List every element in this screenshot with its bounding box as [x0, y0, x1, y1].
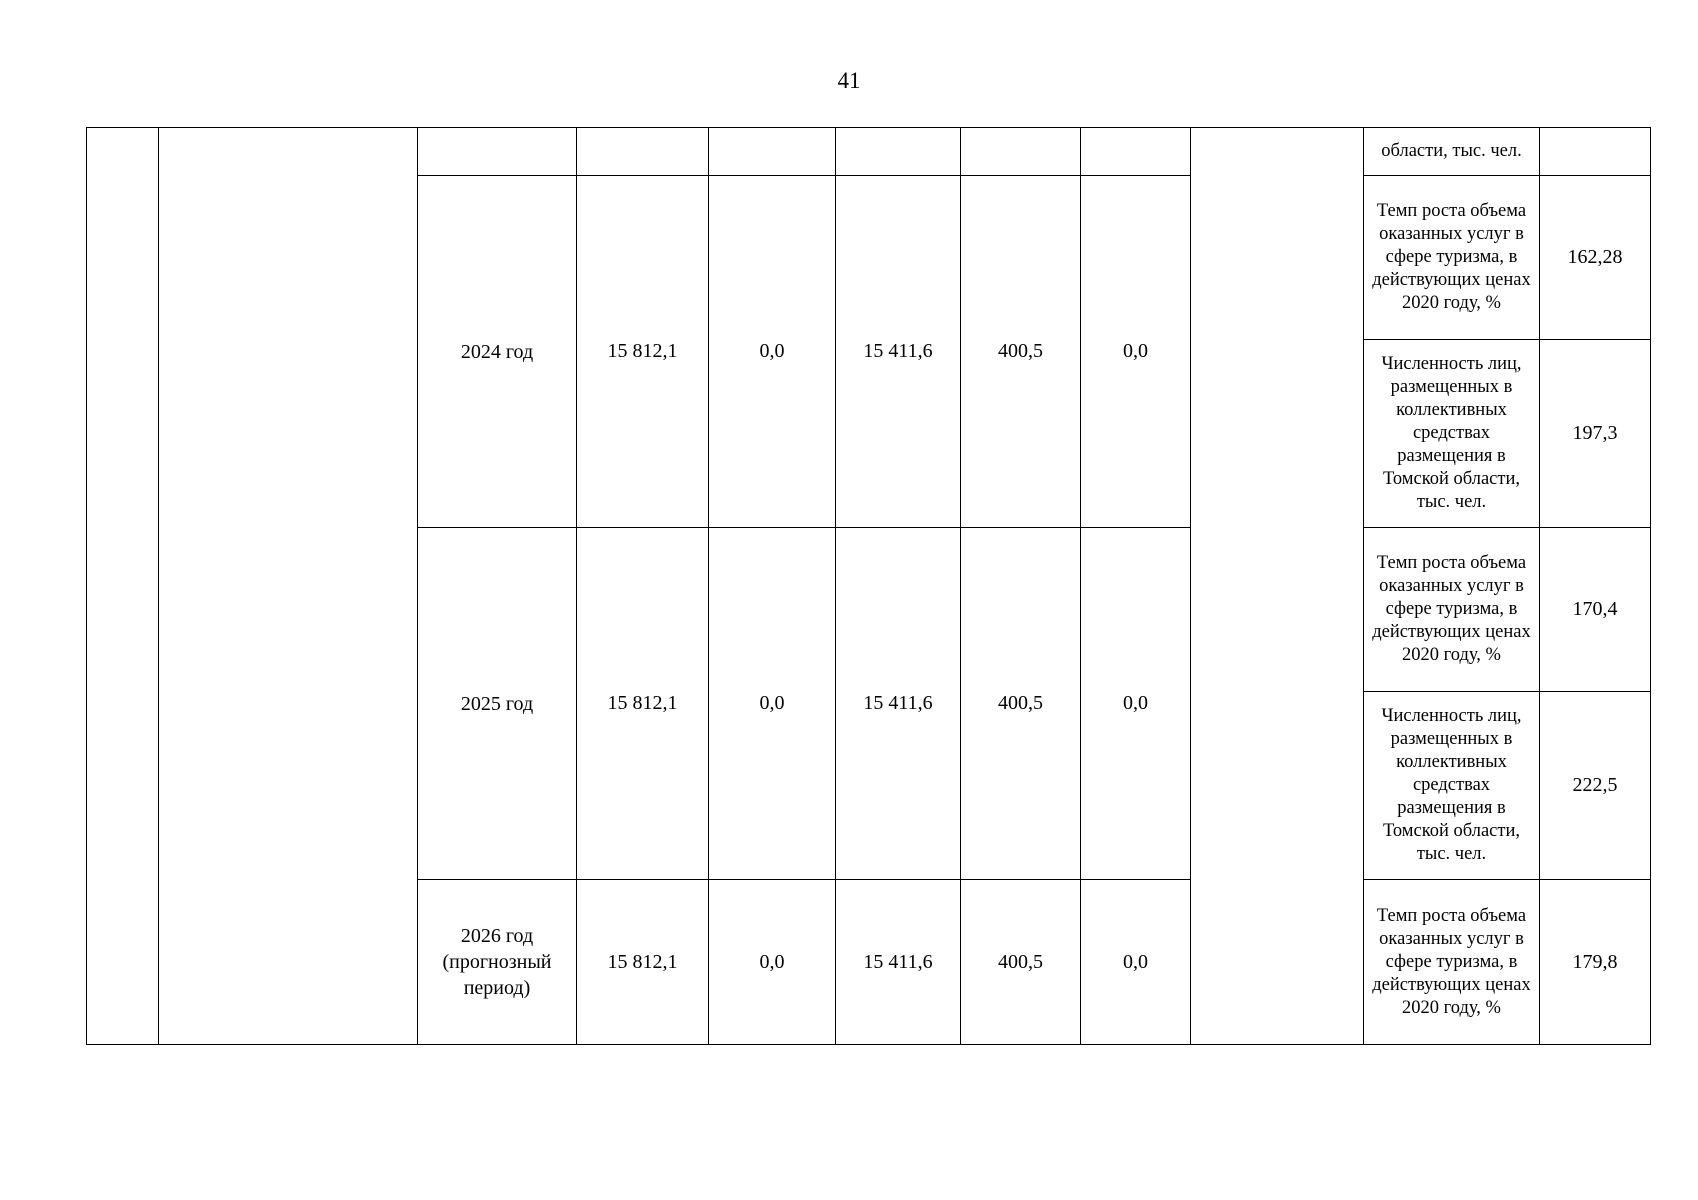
name-cell [159, 128, 418, 1045]
amount-cell [836, 128, 961, 176]
amount-cell: 15 411,6 [836, 528, 961, 880]
amount-cell: 400,5 [961, 528, 1081, 880]
indicator-value: 170,4 [1540, 528, 1651, 692]
indicator-value: 222,5 [1540, 692, 1651, 880]
indicator-value: 179,8 [1540, 880, 1651, 1045]
amount-cell: 0,0 [1081, 880, 1191, 1045]
indicator-name: Численность лиц, размещенных в коллективных средствах размещения в Томской области, тыс. чел. [1364, 340, 1540, 528]
indicator-name: Темп роста объема оказанных услуг в сфере туризма, в действующих ценах 2020 году, % [1364, 528, 1540, 692]
amount-cell: 15 812,1 [577, 528, 709, 880]
amount-cell: 0,0 [709, 528, 836, 880]
page-number: 41 [837, 68, 861, 93]
program-table [86, 127, 1651, 1045]
table-row [87, 128, 1651, 176]
amount-cell [577, 128, 709, 176]
executor-cell [1191, 128, 1364, 1045]
amount-cell: 400,5 [961, 176, 1081, 528]
number-cell [87, 128, 159, 1045]
indicator-value [1540, 128, 1651, 176]
amount-cell: 0,0 [1081, 528, 1191, 880]
period-cell [418, 128, 577, 176]
indicator-name: Темп роста объема оказанных услуг в сфере туризма, в действующих ценах 2020 году, % [1364, 880, 1540, 1045]
amount-cell: 400,5 [961, 880, 1081, 1045]
period-cell: 2024 год [418, 176, 577, 528]
amount-cell [709, 128, 836, 176]
indicator-name: области, тыс. чел. [1364, 128, 1540, 176]
amount-cell: 0,0 [709, 880, 836, 1045]
indicator-name: Темп роста объема оказанных услуг в сфере туризма, в действующих ценах 2020 году, % [1364, 176, 1540, 340]
amount-cell: 15 812,1 [577, 880, 709, 1045]
amount-cell: 0,0 [1081, 176, 1191, 528]
indicator-value: 162,28 [1540, 176, 1651, 340]
amount-cell: 15 411,6 [836, 880, 961, 1045]
indicator-name: Численность лиц, размещенных в коллективных средствах размещения в Томской области, тыс. чел. [1364, 692, 1540, 880]
amount-cell [1081, 128, 1191, 176]
amount-cell: 15 812,1 [577, 176, 709, 528]
amount-cell: 0,0 [709, 176, 836, 528]
period-cell: 2026 год (прогнозный период) [418, 880, 577, 1045]
amount-cell: 15 411,6 [836, 176, 961, 528]
amount-cell [961, 128, 1081, 176]
period-cell: 2025 год [418, 528, 577, 880]
indicator-value: 197,3 [1540, 340, 1651, 528]
